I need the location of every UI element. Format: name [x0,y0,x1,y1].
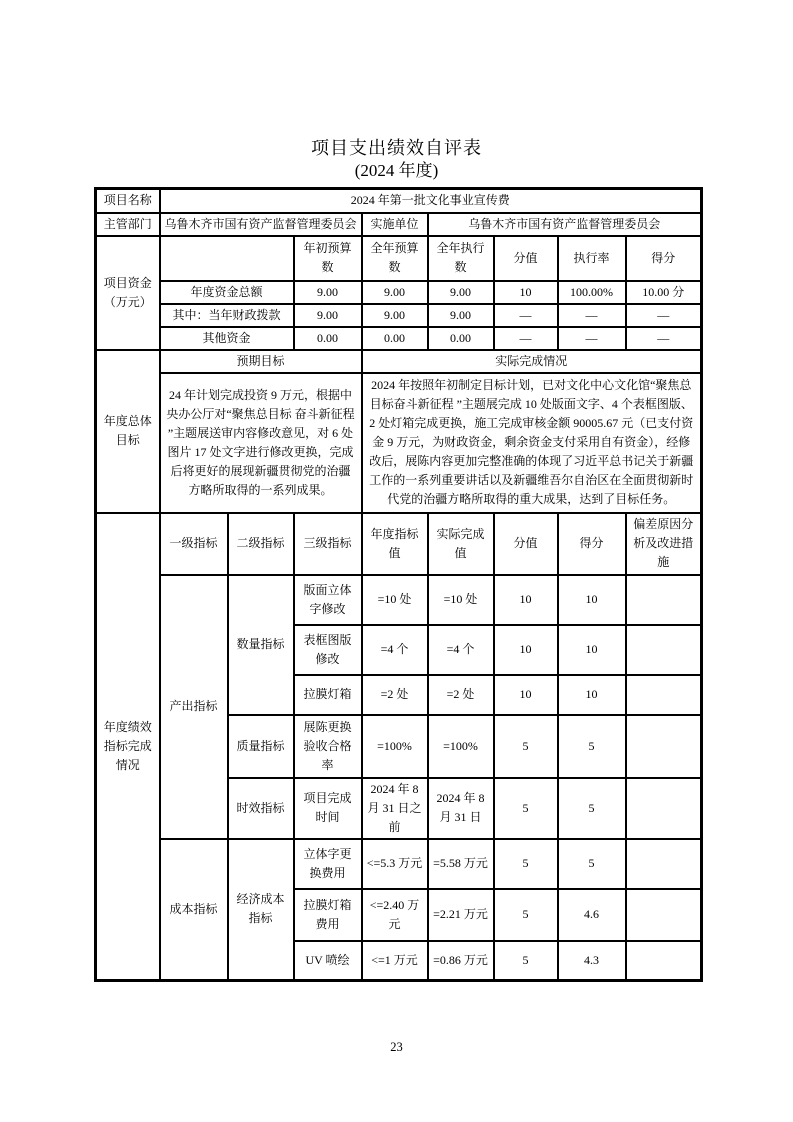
indicator-target: <=1 万元 [362,941,428,981]
project-name-label: 项目名称 [96,189,160,213]
indicator-deviation [626,675,702,715]
indicators-header-row [96,513,702,575]
funds-row-other [96,327,702,350]
indicator-score-value: 5 [494,941,558,981]
implementing-unit-label: 实施单位 [362,213,428,236]
indicators-header-score: 得分 [558,513,626,575]
indicators-header-actual-value: 实际完成值 [428,513,494,575]
funds-header-score-value: 分值 [494,236,558,281]
funds-score: — [626,304,702,327]
funds-annual: 9.00 [362,304,428,327]
indicators-header-score-value: 分值 [494,513,558,575]
funds-initial: 0.00 [294,327,362,350]
indicator-target: =4 个 [362,625,428,675]
indicator-deviation [626,778,702,839]
indicator-actual: =5.58 万元 [428,839,494,889]
department-value: 乌鲁木齐市国有资产监督管理委员会 [160,213,362,236]
funds-score-value: — [494,304,558,327]
department-label: 主管部门 [96,213,160,236]
indicator-row [96,575,702,625]
indicators-header-deviation: 偏差原因分析及改进措施 [626,513,702,575]
indicator-deviation [626,941,702,981]
funds-rate: — [558,327,626,350]
indicator-level3: 表框图版修改 [294,625,362,675]
funds-row-name: 其他资金 [160,327,294,350]
target-expected-header: 预期目标 [160,350,362,373]
indicator-level3: 立体字更换费用 [294,839,362,889]
funds-score: 10.00 分 [626,281,702,304]
funds-score-value: 10 [494,281,558,304]
indicator-score: 4.3 [558,941,626,981]
funds-initial: 9.00 [294,281,362,304]
indicator-score-value: 10 [494,625,558,675]
funds-annual: 0.00 [362,327,428,350]
funds-header-score: 得分 [626,236,702,281]
indicator-score-value: 5 [494,715,558,778]
indicator-score: 5 [558,715,626,778]
page-subtitle: (2024 年度) [354,161,439,180]
indicator-score-value: 5 [494,839,558,889]
funds-header-row [96,236,702,281]
indicators-section-label: 年度绩效指标完成情况 [96,513,160,981]
indicators-header-target-value: 年度指标值 [362,513,428,575]
indicator-target: =2 处 [362,675,428,715]
indicator-actual: =0.86 万元 [428,941,494,981]
funds-row-name: 年度资金总额 [160,281,294,304]
indicators-header-level3: 三级指标 [294,513,362,575]
funds-rate: 100.00% [558,281,626,304]
level2-quality: 质量指标 [228,715,294,778]
funds-execution: 9.00 [428,304,494,327]
self-evaluation-table [94,187,703,982]
level2-economic-cost: 经济成本指标 [228,839,294,981]
target-expected-text: 24 年计划完成投资 9 万元，根据中央办公厅对“聚焦总目标 奋斗新征程 ”主题展送审内容修改意见，对 6 处图片 17 处文字进行修改更换，完成后将更好的展现新疆贯彻党的治疆方略所取得的一系列成果。 [160,373,362,513]
indicator-target: <=5.3 万元 [362,839,428,889]
indicator-target: =10 处 [362,575,428,625]
indicator-score-value: 5 [494,778,558,839]
funds-section-label: 项目资金（万元） [96,236,160,350]
target-actual-text: 2024 年按照年初制定目标计划，已对文化中心文化馆“聚焦总目标奋斗新征程 ”主题展完成 10 处版面文字、4 个表框图版、2 处灯箱完成更换，施工完成审核金额 90005.67 元（已支付资金 9 万元，为财政资金，剩余资金支付采用自有资金），经修改后，展陈内容更加完整准确的体现了习近平总书记关于新疆工作的一系列重要讲话以及新疆维吾尔自治区在全面贯彻新时代党的治疆方略所取得的重大成果，达到了目标任务。 [362,373,702,513]
funds-header-initial-budget: 年初预算数 [294,236,362,281]
indicator-level3: 拉膜灯箱费用 [294,889,362,941]
funds-score: — [626,327,702,350]
indicator-actual: 2024 年 8 月 31 日 [428,778,494,839]
indicator-target: =100% [362,715,428,778]
indicator-target: <=2.40 万元 [362,889,428,941]
indicator-score-value: 5 [494,889,558,941]
funds-header-execution-rate: 执行率 [558,236,626,281]
indicator-row [96,839,702,889]
indicators-header-level2: 二级指标 [228,513,294,575]
funds-row-fiscal [96,304,702,327]
funds-annual: 9.00 [362,281,428,304]
funds-score-value: — [494,327,558,350]
level1-cost: 成本指标 [160,839,228,981]
funds-execution: 0.00 [428,327,494,350]
indicator-score-value: 10 [494,575,558,625]
indicator-score: 5 [558,839,626,889]
implementing-unit-value: 乌鲁木齐市国有资产监督管理委员会 [428,213,702,236]
indicator-actual: =100% [428,715,494,778]
target-actual-header: 实际完成情况 [362,350,702,373]
indicator-score: 4.6 [558,889,626,941]
funds-row-total [96,281,702,304]
indicator-score: 10 [558,675,626,715]
department-row [96,213,702,236]
indicator-score: 10 [558,575,626,625]
indicator-score-value: 10 [494,675,558,715]
funds-row-name: 其中：当年财政拨款 [160,304,294,327]
project-name-row [96,189,702,213]
indicator-actual: =2.21 万元 [428,889,494,941]
indicator-actual: =2 处 [428,675,494,715]
level2-timeliness: 时效指标 [228,778,294,839]
indicator-level3: 拉膜灯箱 [294,675,362,715]
target-content-row [96,373,702,513]
indicator-deviation [626,625,702,675]
indicators-header-level1: 一级指标 [160,513,228,575]
page-title: 项目支出绩效自评表 [311,138,482,158]
funds-rate: — [558,304,626,327]
indicator-actual: =10 处 [428,575,494,625]
funds-execution: 9.00 [428,281,494,304]
funds-header-annual-execution: 全年执行数 [428,236,494,281]
indicator-deviation [626,839,702,889]
indicator-level3: 项目完成时间 [294,778,362,839]
target-section-label: 年度总体目标 [96,350,160,513]
funds-header-annual-budget: 全年预算数 [362,236,428,281]
indicator-deviation [626,889,702,941]
project-name-value: 2024 年第一批文化事业宣传费 [160,189,702,213]
funds-blank-cell [160,236,294,281]
indicator-level3: UV 喷绘 [294,941,362,981]
funds-initial: 9.00 [294,304,362,327]
indicator-level3: 展陈更换验收合格率 [294,715,362,778]
level2-quantity: 数量指标 [228,575,294,715]
indicator-deviation [626,575,702,625]
indicator-level3: 版面立体字修改 [294,575,362,625]
indicator-score: 10 [558,625,626,675]
indicator-score: 5 [558,778,626,839]
page-number: 23 [390,1040,403,1054]
indicator-target: 2024 年 8 月 31 日之前 [362,778,428,839]
indicator-deviation [626,715,702,778]
level1-output: 产出指标 [160,575,228,839]
indicator-actual: =4 个 [428,625,494,675]
target-header-row [96,350,702,373]
